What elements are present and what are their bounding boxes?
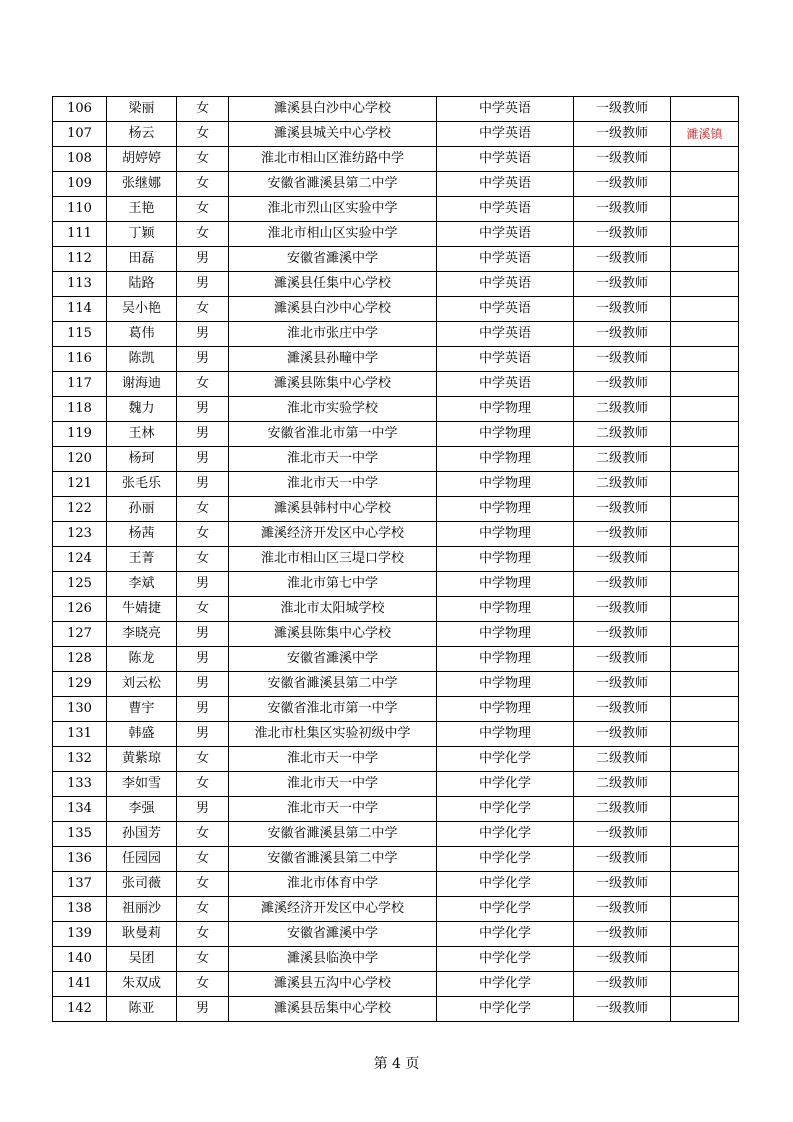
cell-gender: 女 xyxy=(177,172,229,197)
cell-subject: 中学物理 xyxy=(437,472,574,497)
cell-title: 一级教师 xyxy=(574,997,671,1022)
cell-school: 淮北市相山区淮纺路中学 xyxy=(229,147,437,172)
cell-title: 一级教师 xyxy=(574,647,671,672)
cell-subject: 中学物理 xyxy=(437,497,574,522)
cell-name: 李斌 xyxy=(107,572,177,597)
cell-subject: 中学英语 xyxy=(437,322,574,347)
cell-name: 吴团 xyxy=(107,947,177,972)
cell-row-number: 123 xyxy=(53,522,107,547)
cell-note xyxy=(671,197,739,222)
cell-row-number: 120 xyxy=(53,447,107,472)
cell-note xyxy=(671,247,739,272)
cell-note xyxy=(671,347,739,372)
cell-name: 杨云 xyxy=(107,122,177,147)
cell-note xyxy=(671,472,739,497)
cell-gender: 女 xyxy=(177,897,229,922)
cell-school: 淮北市第七中学 xyxy=(229,572,437,597)
cell-gender: 女 xyxy=(177,122,229,147)
cell-row-number: 122 xyxy=(53,497,107,522)
cell-row-number: 106 xyxy=(53,97,107,122)
cell-name: 田磊 xyxy=(107,247,177,272)
roster-table-body xyxy=(53,97,739,1022)
cell-gender: 女 xyxy=(177,147,229,172)
cell-school: 濉溪县任集中心学校 xyxy=(229,272,437,297)
table-row xyxy=(53,597,739,622)
cell-subject: 中学化学 xyxy=(437,747,574,772)
cell-school: 安徽省淮北市第一中学 xyxy=(229,697,437,722)
cell-note xyxy=(671,397,739,422)
cell-subject: 中学化学 xyxy=(437,822,574,847)
cell-title: 一级教师 xyxy=(574,522,671,547)
cell-school: 淮北市天一中学 xyxy=(229,472,437,497)
cell-note xyxy=(671,597,739,622)
cell-row-number: 138 xyxy=(53,897,107,922)
cell-note xyxy=(671,647,739,672)
cell-school: 安徽省濉溪中学 xyxy=(229,647,437,672)
table-row xyxy=(53,922,739,947)
cell-gender: 女 xyxy=(177,222,229,247)
table-row xyxy=(53,522,739,547)
cell-name: 王林 xyxy=(107,422,177,447)
cell-school: 淮北市太阳城学校 xyxy=(229,597,437,622)
cell-name: 王菁 xyxy=(107,547,177,572)
cell-title: 一级教师 xyxy=(574,197,671,222)
cell-school: 淮北市实验学校 xyxy=(229,397,437,422)
cell-row-number: 121 xyxy=(53,472,107,497)
cell-gender: 女 xyxy=(177,197,229,222)
cell-name: 任园园 xyxy=(107,847,177,872)
cell-title: 一级教师 xyxy=(574,97,671,122)
cell-school: 濉溪经济开发区中心学校 xyxy=(229,897,437,922)
cell-note xyxy=(671,322,739,347)
cell-name: 王艳 xyxy=(107,197,177,222)
table-row xyxy=(53,997,739,1022)
cell-subject: 中学英语 xyxy=(437,172,574,197)
cell-row-number: 113 xyxy=(53,272,107,297)
cell-name: 梁丽 xyxy=(107,97,177,122)
table-row xyxy=(53,847,739,872)
table-row xyxy=(53,322,739,347)
cell-school: 安徽省濉溪县第二中学 xyxy=(229,847,437,872)
cell-subject: 中学化学 xyxy=(437,972,574,997)
cell-school: 濉溪县陈集中心学校 xyxy=(229,372,437,397)
cell-gender: 男 xyxy=(177,322,229,347)
table-row xyxy=(53,347,739,372)
cell-title: 一级教师 xyxy=(574,372,671,397)
cell-row-number: 119 xyxy=(53,422,107,447)
cell-row-number: 132 xyxy=(53,747,107,772)
cell-gender: 女 xyxy=(177,497,229,522)
cell-title: 一级教师 xyxy=(574,822,671,847)
cell-gender: 女 xyxy=(177,772,229,797)
cell-gender: 女 xyxy=(177,372,229,397)
cell-row-number: 108 xyxy=(53,147,107,172)
cell-school: 淮北市相山区实验中学 xyxy=(229,222,437,247)
cell-name: 陈亚 xyxy=(107,997,177,1022)
cell-name: 丁颖 xyxy=(107,222,177,247)
cell-note xyxy=(671,972,739,997)
cell-row-number: 127 xyxy=(53,622,107,647)
cell-subject: 中学英语 xyxy=(437,197,574,222)
table-row xyxy=(53,97,739,122)
cell-gender: 女 xyxy=(177,522,229,547)
cell-row-number: 112 xyxy=(53,247,107,272)
cell-note xyxy=(671,997,739,1022)
cell-row-number: 126 xyxy=(53,597,107,622)
cell-gender: 男 xyxy=(177,272,229,297)
cell-row-number: 136 xyxy=(53,847,107,872)
cell-row-number: 125 xyxy=(53,572,107,597)
cell-gender: 女 xyxy=(177,597,229,622)
cell-note xyxy=(671,422,739,447)
cell-note xyxy=(671,847,739,872)
cell-name: 耿曼莉 xyxy=(107,922,177,947)
cell-gender: 男 xyxy=(177,622,229,647)
table-row xyxy=(53,247,739,272)
cell-note xyxy=(671,297,739,322)
table-row xyxy=(53,972,739,997)
cell-subject: 中学英语 xyxy=(437,297,574,322)
cell-title: 一级教师 xyxy=(574,122,671,147)
cell-subject: 中学物理 xyxy=(437,597,574,622)
cell-subject: 中学物理 xyxy=(437,672,574,697)
cell-gender: 男 xyxy=(177,397,229,422)
cell-row-number: 141 xyxy=(53,972,107,997)
cell-row-number: 134 xyxy=(53,797,107,822)
cell-title: 一级教师 xyxy=(574,622,671,647)
cell-title: 一级教师 xyxy=(574,872,671,897)
cell-gender: 女 xyxy=(177,872,229,897)
cell-title: 二级教师 xyxy=(574,747,671,772)
cell-school: 濉溪县白沙中心学校 xyxy=(229,297,437,322)
table-row xyxy=(53,822,739,847)
cell-name: 朱双成 xyxy=(107,972,177,997)
cell-title: 一级教师 xyxy=(574,347,671,372)
cell-gender: 女 xyxy=(177,547,229,572)
cell-name: 杨珂 xyxy=(107,447,177,472)
cell-school: 濉溪县陈集中心学校 xyxy=(229,622,437,647)
cell-subject: 中学化学 xyxy=(437,797,574,822)
cell-name: 刘云松 xyxy=(107,672,177,697)
cell-name: 杨茜 xyxy=(107,522,177,547)
cell-title: 一级教师 xyxy=(574,322,671,347)
cell-gender: 男 xyxy=(177,447,229,472)
cell-gender: 女 xyxy=(177,747,229,772)
cell-gender: 男 xyxy=(177,797,229,822)
table-row xyxy=(53,797,739,822)
cell-school: 淮北市天一中学 xyxy=(229,747,437,772)
cell-school: 安徽省濉溪县第二中学 xyxy=(229,822,437,847)
cell-school: 淮北市天一中学 xyxy=(229,772,437,797)
cell-school: 安徽省濉溪县第二中学 xyxy=(229,672,437,697)
cell-name: 曹宇 xyxy=(107,697,177,722)
cell-school: 淮北市天一中学 xyxy=(229,447,437,472)
cell-row-number: 109 xyxy=(53,172,107,197)
cell-note xyxy=(671,872,739,897)
cell-row-number: 128 xyxy=(53,647,107,672)
cell-note xyxy=(671,147,739,172)
cell-subject: 中学物理 xyxy=(437,447,574,472)
cell-subject: 中学物理 xyxy=(437,572,574,597)
cell-note xyxy=(671,772,739,797)
cell-title: 一级教师 xyxy=(574,722,671,747)
cell-school: 安徽省濉溪中学 xyxy=(229,922,437,947)
cell-note xyxy=(671,622,739,647)
cell-school: 淮北市张庄中学 xyxy=(229,322,437,347)
cell-name: 魏力 xyxy=(107,397,177,422)
cell-row-number: 135 xyxy=(53,822,107,847)
cell-school: 濉溪县临涣中学 xyxy=(229,947,437,972)
cell-row-number: 107 xyxy=(53,122,107,147)
cell-title: 一级教师 xyxy=(574,172,671,197)
cell-subject: 中学物理 xyxy=(437,722,574,747)
cell-subject: 中学英语 xyxy=(437,247,574,272)
cell-gender: 女 xyxy=(177,97,229,122)
cell-school: 淮北市烈山区实验中学 xyxy=(229,197,437,222)
cell-row-number: 111 xyxy=(53,222,107,247)
table-row xyxy=(53,372,739,397)
roster-table xyxy=(52,96,739,1022)
cell-row-number: 133 xyxy=(53,772,107,797)
cell-subject: 中学物理 xyxy=(437,522,574,547)
cell-note xyxy=(671,672,739,697)
cell-note xyxy=(671,822,739,847)
cell-gender: 女 xyxy=(177,972,229,997)
table-row xyxy=(53,672,739,697)
cell-title: 一级教师 xyxy=(574,222,671,247)
cell-note xyxy=(671,172,739,197)
cell-row-number: 140 xyxy=(53,947,107,972)
cell-gender: 女 xyxy=(177,297,229,322)
cell-gender: 女 xyxy=(177,847,229,872)
cell-name: 李强 xyxy=(107,797,177,822)
cell-subject: 中学化学 xyxy=(437,997,574,1022)
cell-note xyxy=(671,222,739,247)
cell-row-number: 114 xyxy=(53,297,107,322)
cell-gender: 男 xyxy=(177,697,229,722)
cell-note xyxy=(671,947,739,972)
cell-gender: 女 xyxy=(177,822,229,847)
cell-title: 一级教师 xyxy=(574,697,671,722)
cell-name: 黄紫琼 xyxy=(107,747,177,772)
cell-gender: 男 xyxy=(177,722,229,747)
cell-note xyxy=(671,922,739,947)
table-row xyxy=(53,497,739,522)
cell-subject: 中学英语 xyxy=(437,97,574,122)
cell-row-number: 139 xyxy=(53,922,107,947)
table-row xyxy=(53,897,739,922)
cell-gender: 男 xyxy=(177,347,229,372)
table-row xyxy=(53,547,739,572)
cell-name: 葛伟 xyxy=(107,322,177,347)
cell-name: 孙丽 xyxy=(107,497,177,522)
cell-name: 胡婷婷 xyxy=(107,147,177,172)
cell-title: 一级教师 xyxy=(574,597,671,622)
cell-row-number: 110 xyxy=(53,197,107,222)
cell-name: 陈龙 xyxy=(107,647,177,672)
table-row xyxy=(53,472,739,497)
table-row xyxy=(53,122,739,147)
cell-school: 濉溪县孙疃中学 xyxy=(229,347,437,372)
cell-title: 一级教师 xyxy=(574,547,671,572)
cell-name: 陈凯 xyxy=(107,347,177,372)
cell-school: 淮北市杜集区实验初级中学 xyxy=(229,722,437,747)
cell-gender: 男 xyxy=(177,472,229,497)
cell-name: 谢海迪 xyxy=(107,372,177,397)
cell-school: 濉溪县五沟中心学校 xyxy=(229,972,437,997)
cell-title: 二级教师 xyxy=(574,797,671,822)
cell-subject: 中学物理 xyxy=(437,622,574,647)
cell-subject: 中学化学 xyxy=(437,872,574,897)
cell-title: 一级教师 xyxy=(574,497,671,522)
cell-note xyxy=(671,497,739,522)
cell-title: 一级教师 xyxy=(574,272,671,297)
cell-title: 一级教师 xyxy=(574,247,671,272)
table-row xyxy=(53,397,739,422)
table-row xyxy=(53,422,739,447)
cell-gender: 男 xyxy=(177,422,229,447)
cell-name: 陆路 xyxy=(107,272,177,297)
cell-name: 祖丽沙 xyxy=(107,897,177,922)
cell-school: 安徽省濉溪县第二中学 xyxy=(229,172,437,197)
cell-name: 吴小艳 xyxy=(107,297,177,322)
table-row xyxy=(53,722,739,747)
cell-subject: 中学物理 xyxy=(437,397,574,422)
cell-school: 安徽省濉溪中学 xyxy=(229,247,437,272)
cell-title: 一级教师 xyxy=(574,972,671,997)
cell-note xyxy=(671,272,739,297)
cell-row-number: 124 xyxy=(53,547,107,572)
table-row xyxy=(53,747,739,772)
cell-row-number: 137 xyxy=(53,872,107,897)
cell-note xyxy=(671,697,739,722)
table-row xyxy=(53,147,739,172)
cell-title: 一级教师 xyxy=(574,672,671,697)
cell-school: 濉溪县城关中心学校 xyxy=(229,122,437,147)
cell-school: 淮北市体育中学 xyxy=(229,872,437,897)
cell-title: 一级教师 xyxy=(574,572,671,597)
cell-subject: 中学英语 xyxy=(437,222,574,247)
table-row xyxy=(53,772,739,797)
cell-subject: 中学物理 xyxy=(437,697,574,722)
cell-name: 张毛乐 xyxy=(107,472,177,497)
cell-title: 二级教师 xyxy=(574,772,671,797)
cell-row-number: 117 xyxy=(53,372,107,397)
cell-school: 濉溪县白沙中心学校 xyxy=(229,97,437,122)
cell-gender: 男 xyxy=(177,247,229,272)
cell-title: 二级教师 xyxy=(574,472,671,497)
cell-note xyxy=(671,572,739,597)
cell-row-number: 131 xyxy=(53,722,107,747)
table-row xyxy=(53,947,739,972)
cell-subject: 中学化学 xyxy=(437,947,574,972)
cell-name: 李如雪 xyxy=(107,772,177,797)
cell-note xyxy=(671,722,739,747)
cell-title: 二级教师 xyxy=(574,447,671,472)
cell-row-number: 118 xyxy=(53,397,107,422)
cell-name: 韩盛 xyxy=(107,722,177,747)
table-row xyxy=(53,647,739,672)
cell-title: 一级教师 xyxy=(574,922,671,947)
cell-note xyxy=(671,797,739,822)
table-row xyxy=(53,272,739,297)
table-row xyxy=(53,622,739,647)
cell-title: 二级教师 xyxy=(574,422,671,447)
cell-name: 孙国芳 xyxy=(107,822,177,847)
cell-gender: 男 xyxy=(177,647,229,672)
cell-subject: 中学化学 xyxy=(437,847,574,872)
cell-note xyxy=(671,372,739,397)
cell-note xyxy=(671,547,739,572)
cell-subject: 中学英语 xyxy=(437,122,574,147)
cell-title: 一级教师 xyxy=(574,847,671,872)
cell-gender: 男 xyxy=(177,672,229,697)
cell-gender: 女 xyxy=(177,947,229,972)
cell-title: 一级教师 xyxy=(574,147,671,172)
cell-row-number: 115 xyxy=(53,322,107,347)
page-number: 第 4 页 xyxy=(373,1056,420,1072)
cell-row-number: 116 xyxy=(53,347,107,372)
cell-name: 张司薇 xyxy=(107,872,177,897)
cell-subject: 中学英语 xyxy=(437,372,574,397)
table-row xyxy=(53,222,739,247)
cell-note xyxy=(671,522,739,547)
cell-subject: 中学化学 xyxy=(437,772,574,797)
cell-note xyxy=(671,747,739,772)
cell-title: 一级教师 xyxy=(574,947,671,972)
cell-gender: 女 xyxy=(177,922,229,947)
cell-subject: 中学物理 xyxy=(437,547,574,572)
cell-subject: 中学英语 xyxy=(437,147,574,172)
table-row xyxy=(53,572,739,597)
cell-title: 一级教师 xyxy=(574,897,671,922)
cell-subject: 中学英语 xyxy=(437,347,574,372)
cell-subject: 中学物理 xyxy=(437,647,574,672)
cell-row-number: 130 xyxy=(53,697,107,722)
cell-school: 濉溪经济开发区中心学校 xyxy=(229,522,437,547)
cell-row-number: 142 xyxy=(53,997,107,1022)
cell-gender: 男 xyxy=(177,572,229,597)
cell-subject: 中学物理 xyxy=(437,422,574,447)
cell-school: 濉溪县韩村中心学校 xyxy=(229,497,437,522)
cell-note xyxy=(671,97,739,122)
cell-title: 一级教师 xyxy=(574,297,671,322)
cell-subject: 中学化学 xyxy=(437,897,574,922)
cell-name: 张继娜 xyxy=(107,172,177,197)
cell-note: 濉溪镇 xyxy=(671,122,739,147)
table-row xyxy=(53,447,739,472)
table-row xyxy=(53,697,739,722)
cell-gender: 男 xyxy=(177,997,229,1022)
cell-note xyxy=(671,897,739,922)
table-row xyxy=(53,197,739,222)
cell-title: 二级教师 xyxy=(574,397,671,422)
cell-note xyxy=(671,447,739,472)
cell-row-number: 129 xyxy=(53,672,107,697)
table-row xyxy=(53,172,739,197)
cell-school: 淮北市相山区三堤口学校 xyxy=(229,547,437,572)
cell-name: 李晓亮 xyxy=(107,622,177,647)
cell-name: 牛婧捷 xyxy=(107,597,177,622)
table-row xyxy=(53,872,739,897)
cell-school: 安徽省淮北市第一中学 xyxy=(229,422,437,447)
cell-subject: 中学化学 xyxy=(437,922,574,947)
cell-subject: 中学英语 xyxy=(437,272,574,297)
cell-school: 濉溪县岳集中心学校 xyxy=(229,997,437,1022)
table-row xyxy=(53,297,739,322)
cell-school: 淮北市天一中学 xyxy=(229,797,437,822)
